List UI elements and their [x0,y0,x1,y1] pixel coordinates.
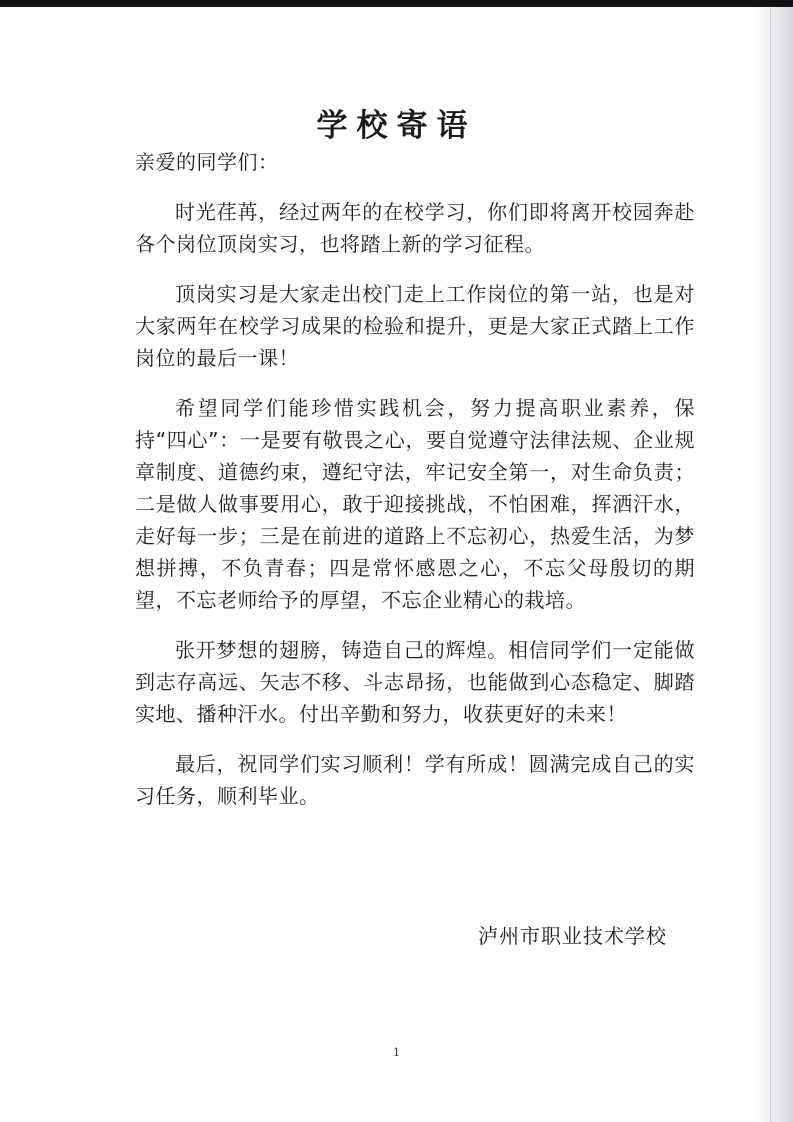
salutation: 亲爱的同学们： [135,150,279,174]
document-title: 学校寄语 [316,108,477,144]
scan-right-edge-shadow [753,7,793,1122]
scan-top-border [0,0,793,7]
letter-body [135,146,695,830]
scan-right-edge-line [770,7,771,1122]
paragraph-1: 时光荏苒，经过两年的在校学习，你们即将离开校园奔赴各个岗位顶岗实习，也将踏上新的学习征程。 [135,200,695,256]
paragraph-4: 张开梦想的翅膀，铸造自己的辉煌。相信同学们一定能做到志存高远、矢志不移、斗志昂扬，也能做到心态稳定、脚踏实地、播种汗水。付出辛勤和努力，收获更好的未来！ [135,638,695,726]
signature-school-name: 泸州市职业技术学校 [478,924,667,948]
paragraph-5: 最后，祝同学们实习顺利！学有所成！圆满完成自己的实习任务，顺利毕业。 [135,752,695,808]
page-number: 1 [393,1046,400,1059]
paragraph-3: 希望同学们能珍惜实践机会，努力提高职业素养，保持“四心”：一是要有敬畏之心，要自觉遵守法律法规、企业规章制度、道德约束，遵纪守法，牢记安全第一，对生命负责；二是做人做事要用心，敢于迎接挑战，不怕困难，挥洒汗水，走好每一步；三是在前进的道路上不忘初心，热爱生活，为梦想拼搏，不负青春；四是常怀感恩之心，不忘父母殷切的期望，不忘老师给予的厚望，不忘企业精心的栽培。 [135,396,695,612]
paragraph-2: 顶岗实习是大家走出校门走上工作岗位的第一站，也是对大家两年在校学习成果的检验和提升，更是大家正式踏上工作岗位的最后一课！ [135,282,695,370]
